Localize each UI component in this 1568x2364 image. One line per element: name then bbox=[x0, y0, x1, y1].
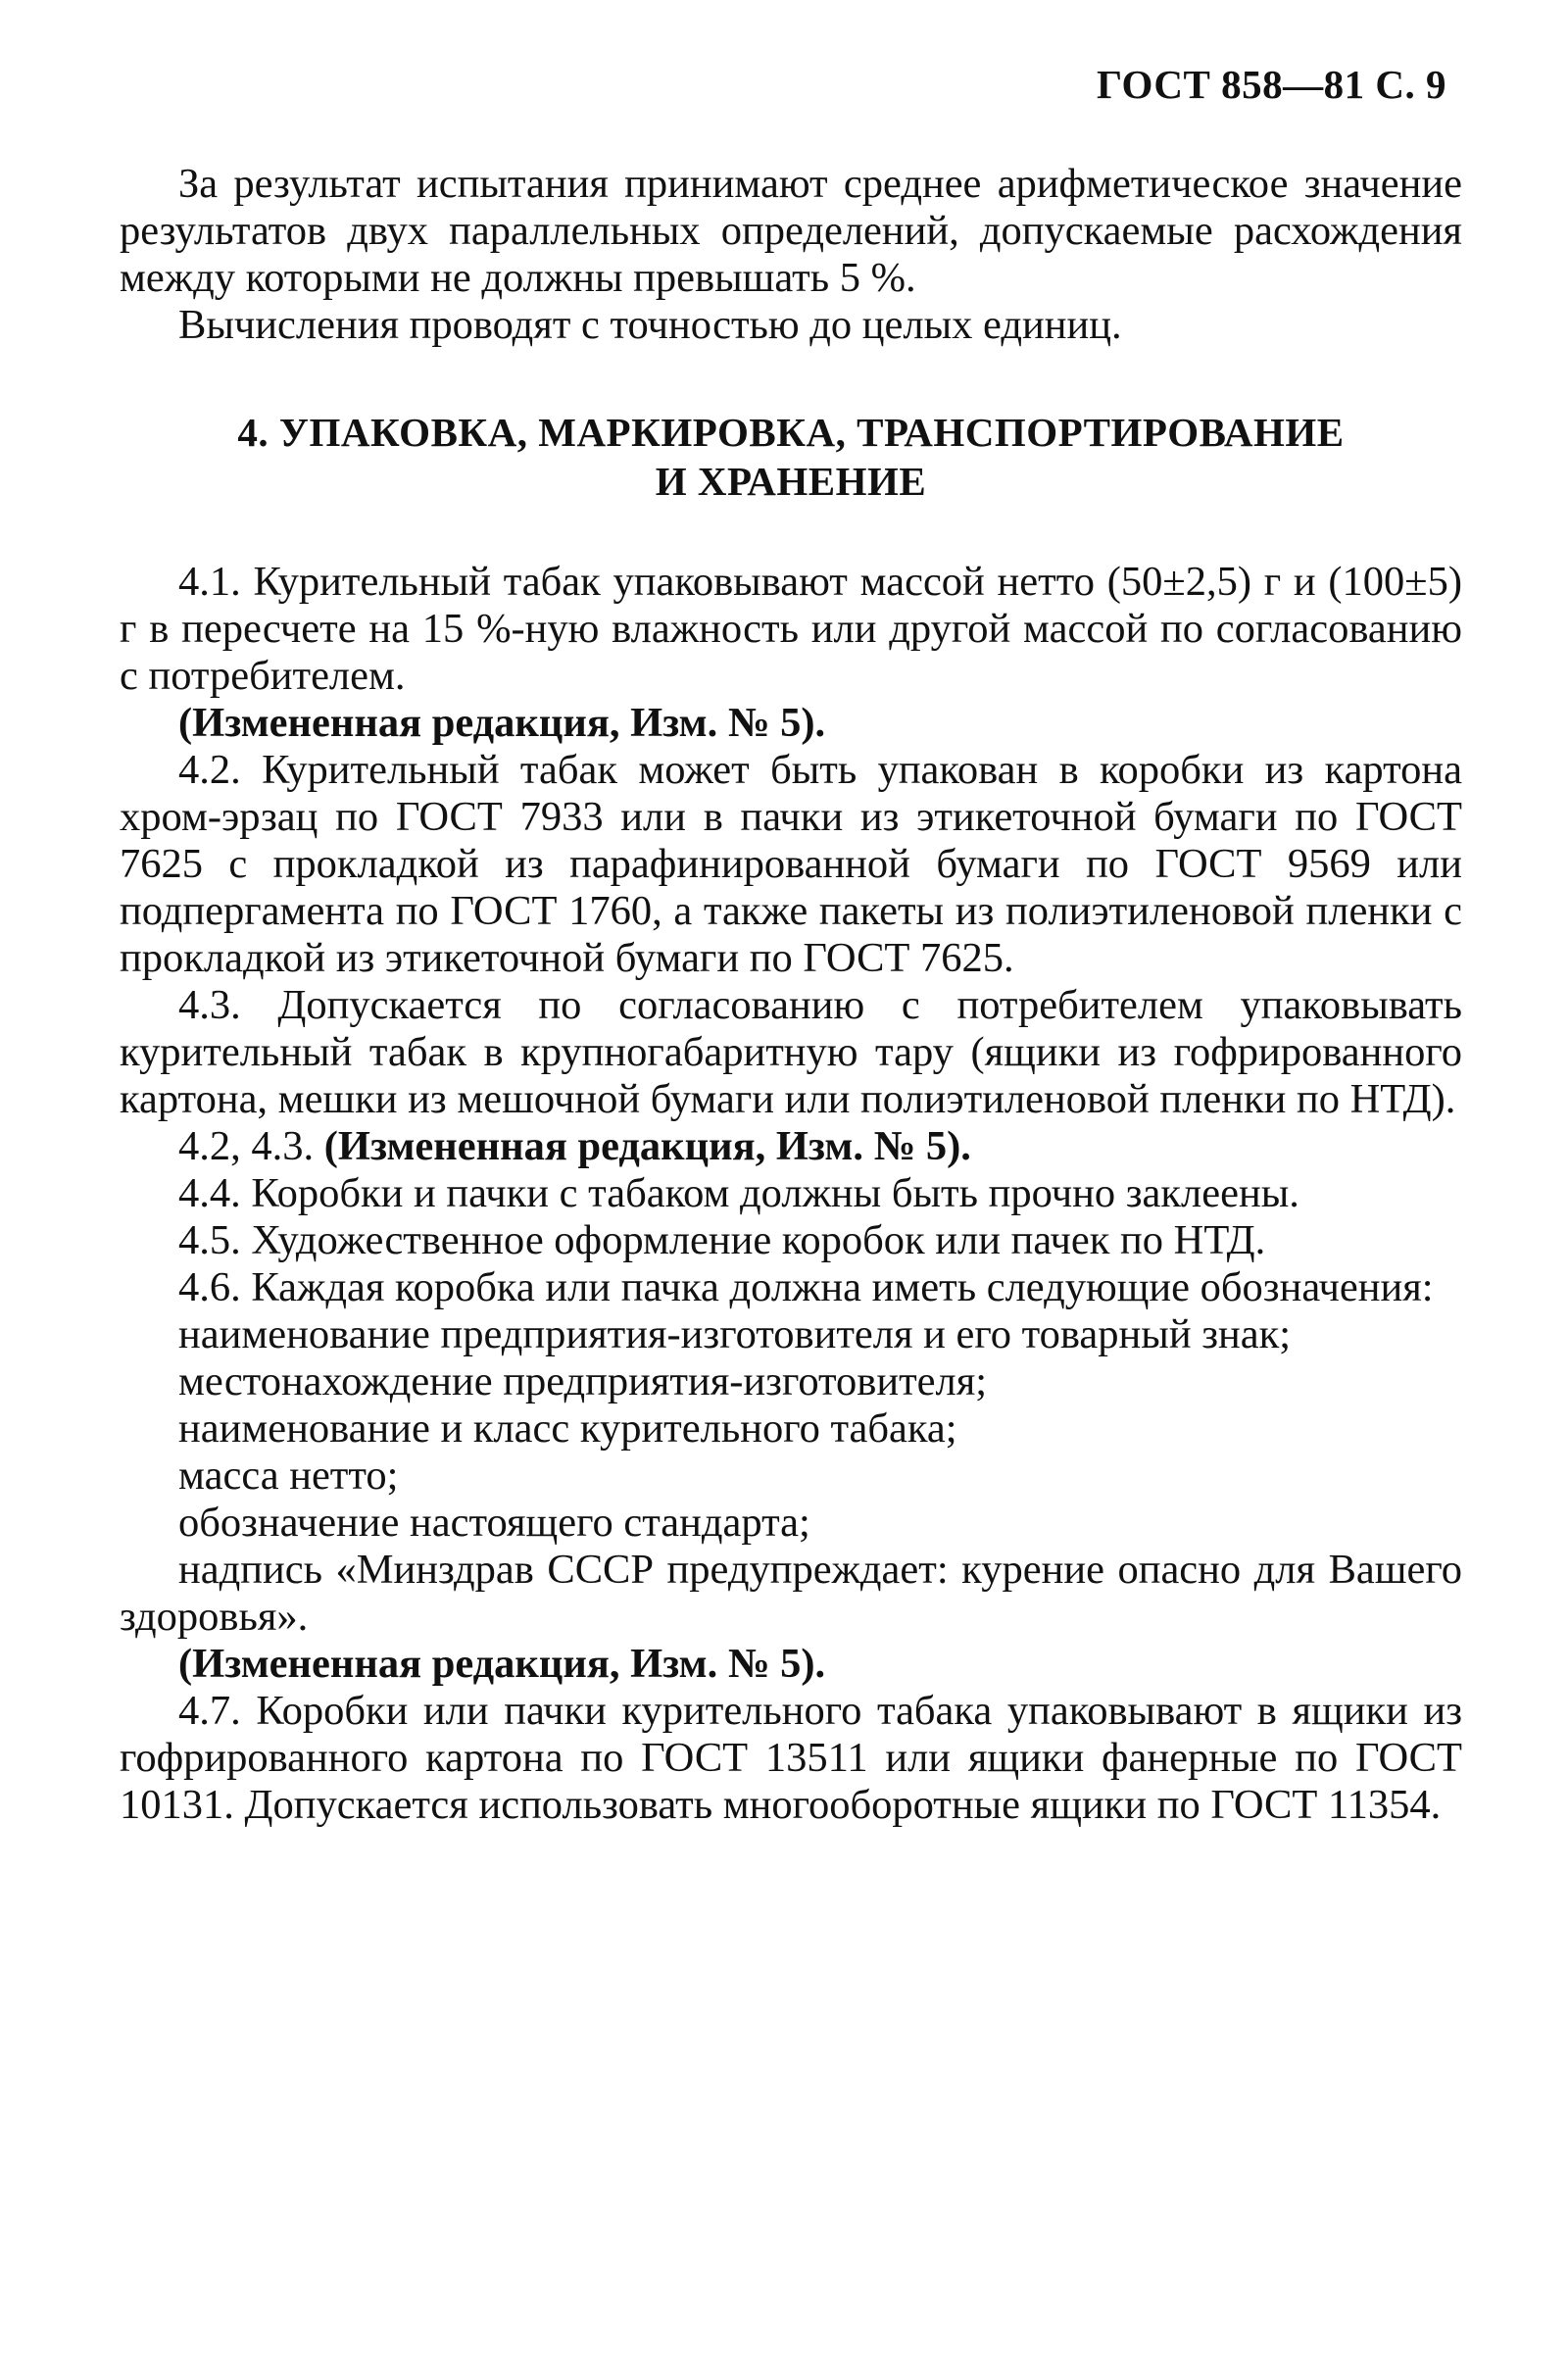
intro-paragraph-calc: Вычисления проводят с точностью до целых единиц. bbox=[178, 302, 1122, 348]
marking-item: наименование предприятия-изготовителя и его товарный знак; bbox=[178, 1311, 1292, 1357]
marking-item: масса нетто; bbox=[178, 1453, 399, 1499]
clause-4-2: 4.2. Курительный табак может быть упакован в коробки из картона хром-эрзац по ГОСТ 7933 или в пачки из этикеточной бумаги по ГОСТ 7625 с прокладкой из парафинированной бумаги по ГОСТ 9569 или подпергамента по ГОСТ 1760, а также пакеты из полиэтиленовой пленки с прокладкой из этикеточной бумаги по ГОСТ 7625. bbox=[120, 747, 1462, 981]
amendment-note-4-2-4-3 bbox=[120, 1123, 1462, 1170]
section-heading-line2: И ХРАНЕНИЕ bbox=[655, 459, 927, 504]
clause-4-5: 4.5. Художественное оформление коробок или пачек по НТД. bbox=[178, 1217, 1266, 1263]
marking-item: обозначение настоящего стандарта; bbox=[178, 1500, 810, 1546]
marking-item: надпись «Минздрав СССР предупреждает: курение опасно для Вашего здоровья». bbox=[120, 1547, 1462, 1640]
intro-paragraph: За результат испытания принимают среднее арифметическое значение результатов двух параллельных определений, допускаемые расхождения между которыми не должны превышать 5 %. bbox=[120, 161, 1462, 301]
clause-4-7: 4.7. Коробки или пачки курительного табака упаковывают в ящики из гофрированного картона по ГОСТ 13511 или ящики фанерные по ГОСТ 10131. Допускается использовать многооборотные ящики по ГОСТ 11354. bbox=[120, 1688, 1462, 1828]
section-heading-line1: 4. УПАКОВКА, МАРКИРОВКА, ТРАНСПОРТИРОВАНИЕ bbox=[237, 410, 1345, 455]
section-heading bbox=[120, 408, 1462, 506]
page-header: ГОСТ 858—81 С. 9 bbox=[1096, 62, 1446, 107]
clause-ref: 4.2, 4.3. bbox=[178, 1123, 315, 1169]
clause-4-1: 4.1. Курительный табак упаковывают массой нетто (50±2,5) г и (100±5) г в пересчете на 15 %-ную влажность или другой массой по согласованию с потребителем. bbox=[120, 559, 1462, 699]
document-body bbox=[120, 161, 1462, 1829]
marking-item: местонахождение предприятия-изготовителя; bbox=[178, 1358, 988, 1404]
clause-4-4: 4.4. Коробки и пачки с табаком должны быть прочно заклеены. bbox=[178, 1170, 1299, 1216]
marking-item: наименование и класс курительного табака; bbox=[178, 1405, 957, 1452]
amendment-note-4-6: (Измененная редакция, Изм. № 5). bbox=[178, 1641, 826, 1687]
amendment-note: (Измененная редакция, Изм. № 5). bbox=[323, 1123, 971, 1169]
clause-4-3: 4.3. Допускается по согласованию с потребителем упаковывать курительный табак в крупногабаритную тару (ящики из гофрированного картона, мешки из мешочной бумаги или полиэтиленовой пленки по НТД). bbox=[120, 982, 1462, 1122]
clause-4-6: 4.6. Каждая коробка или пачка должна иметь следующие обозначения: bbox=[178, 1264, 1434, 1310]
amendment-note-4-1: (Измененная редакция, Изм. № 5). bbox=[178, 700, 826, 746]
